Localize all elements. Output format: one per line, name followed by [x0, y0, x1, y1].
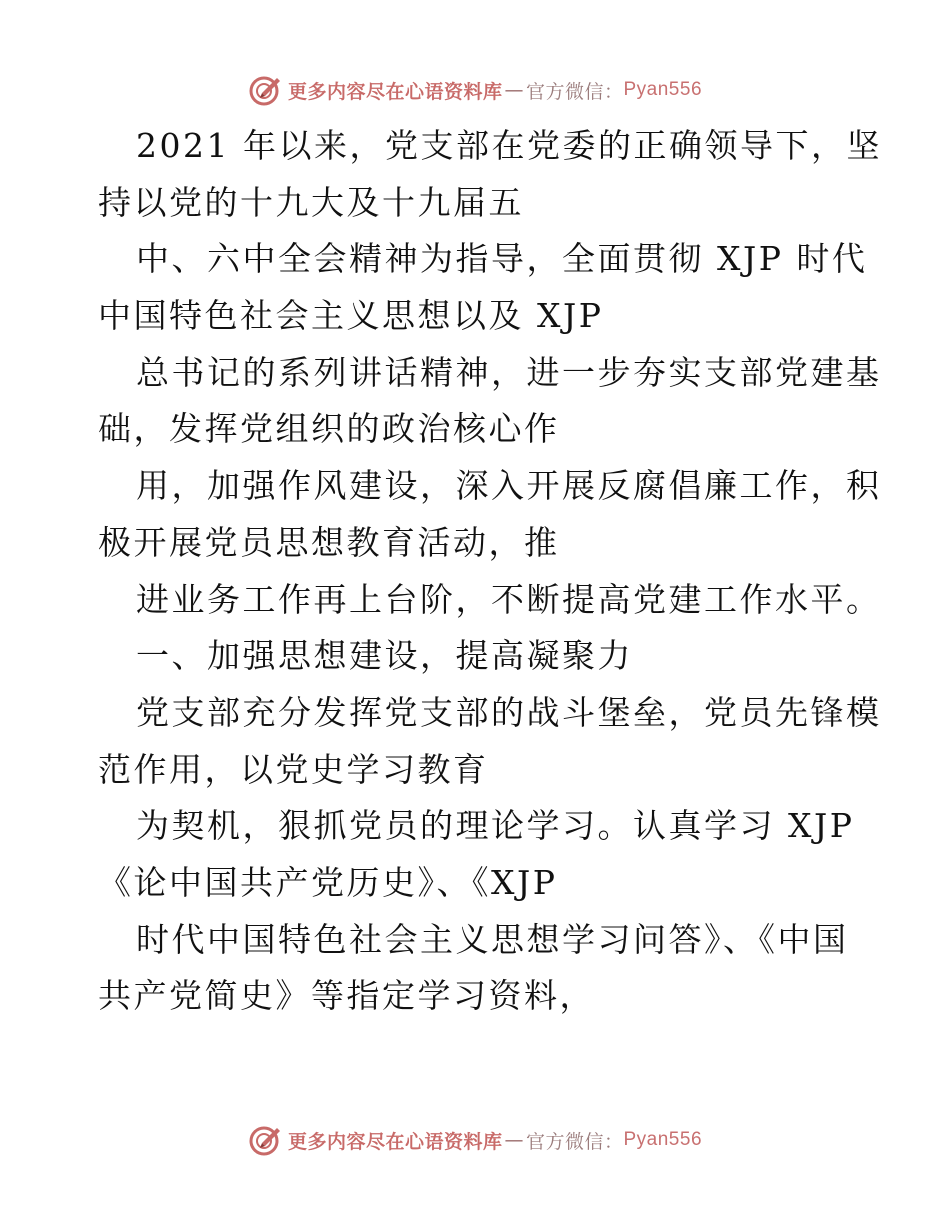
text-line: 中国特色社会主义思想以及 XJP [98, 296, 604, 336]
text-line: 用，加强作风建设，深入开展反腐倡廉工作，积 [136, 466, 882, 506]
text-line: 范作用，以党史学习教育 [98, 749, 489, 789]
header-watermark [0, 70, 950, 110]
text-line: 为契机，狠抓党员的理论学习。认真学习 XJP [136, 806, 855, 846]
text-line: 中、六中全会精神为指导，全面贯彻 XJP 时代 [136, 239, 868, 279]
text-line: 极开展党员思想教育活动，推 [98, 522, 560, 562]
text-line: 进业务工作再上台阶，不断提高党建工作水平。 [136, 579, 882, 619]
section-heading: 一、加强思想建设，提高凝聚力 [136, 636, 633, 676]
text-line: 《论中国共产党历史》、《XJP [98, 862, 558, 902]
text-line: 持以党的十九大及十九届五 [98, 182, 524, 222]
text-line: 础，发挥党组织的政治核心作 [98, 409, 560, 449]
pen-logo-icon [248, 1123, 282, 1157]
text-line: 时代中国特色社会主义思想学习问答》、《中国 [136, 919, 849, 959]
text-line: 2021 年以来，党支部在党委的正确领导下，坚 [136, 126, 882, 165]
pen-logo-icon [248, 73, 282, 107]
footer-watermark [0, 1120, 950, 1160]
watermark-text: 更多内容尽在心语资料库 — 官方微信： Pyan556 [287, 79, 703, 103]
text-line: 总书记的系列讲话精神，进一步夯实支部党建基 [136, 352, 882, 392]
body-text [98, 118, 882, 1025]
text-line: 共产党简史》等指定学习资料， [98, 976, 595, 1016]
text-line: 党支部充分发挥党支部的战斗堡垒，党员先锋模 [136, 692, 882, 732]
watermark-text: 更多内容尽在心语资料库 — 官方微信： Pyan556 [287, 1129, 703, 1153]
